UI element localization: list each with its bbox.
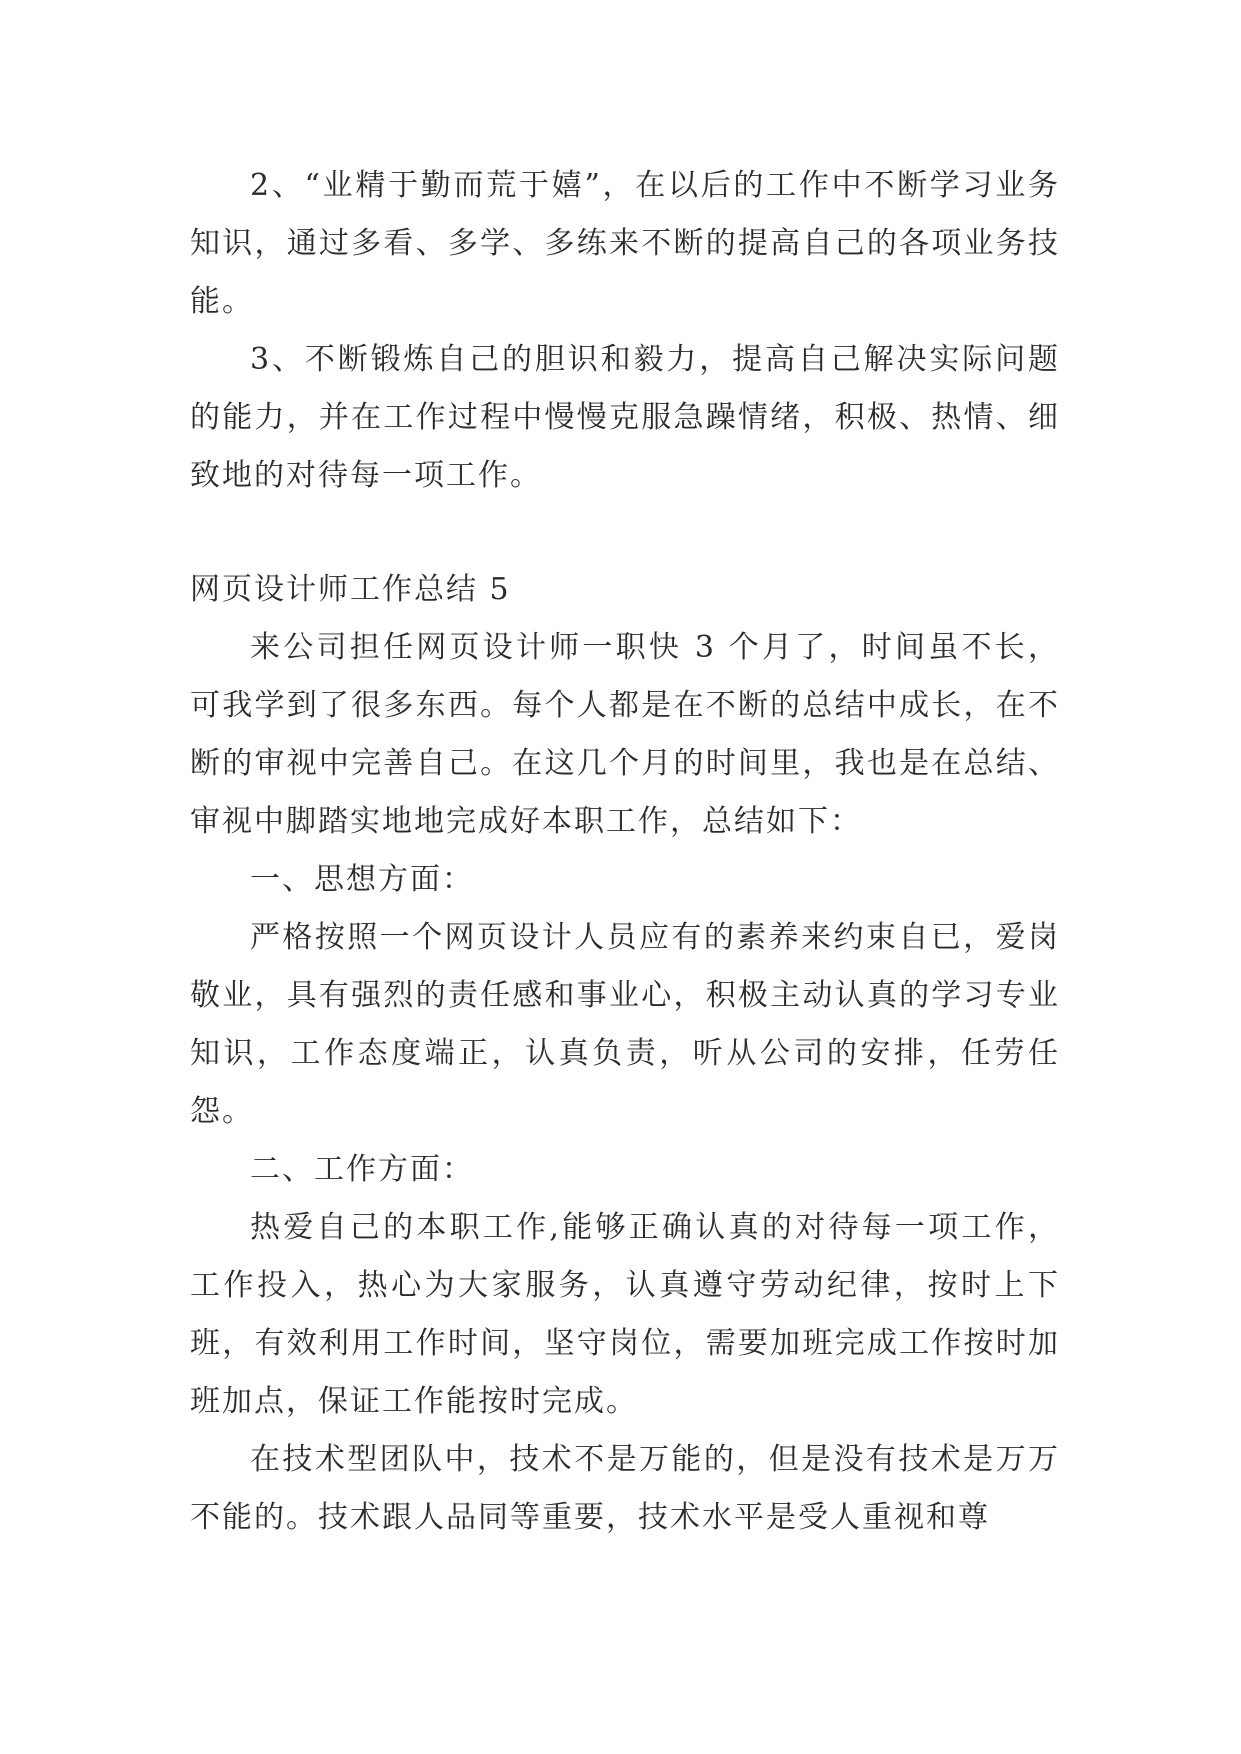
document-body — [190, 157, 1060, 1547]
paragraph-work: 热爱自己的本职工作,能够正确认真的对待每一项工作，工作投入，热心为大家服务，认真遵守劳动纪律，按时上下班，有效利用工作时间，坚守岗位，需要加班完成工作按时加班加点，保证工作能按时完成。 — [190, 1210, 1060, 1419]
paragraph-item-3: 3、不断锻炼自己的胆识和毅力，提高自己解决实际问题的能力，并在工作过程中慢慢克服急躁情绪，积极、热情、细致地的对待每一项工作。 — [190, 342, 1060, 493]
heading-work: 二、工作方面： — [250, 1152, 474, 1187]
paragraph-item-2: 2、“业精于勤而荒于嬉”，在以后的工作中不断学习业务知识，通过多看、多学、多练来不断的提高自己的各项业务技能。 — [190, 168, 1060, 319]
paragraph-intro: 来公司担任网页设计师一职快 3 个月了，时间虽不长，可我学到了很多东西。每个人都是在不断的总结中成长，在不断的审视中完善自己。在这几个月的时间里，我也是在总结、审视中脚踏实地地完成好本职工作，总结如下： — [190, 630, 1060, 839]
heading-thought: 一、思想方面： — [250, 862, 474, 897]
paragraph-tech: 在技术型团队中，技术不是万能的，但是没有技术是万万不能的。技术跟人品同等重要，技术水平是受人重视和尊 — [190, 1442, 1060, 1535]
section-title: 网页设计师工作总结 5 — [190, 572, 511, 607]
paragraph-thought: 严格按照一个网页设计人员应有的素养来约束自已，爱岗敬业，具有强烈的责任感和事业心，积极主动认真的学习专业知识，工作态度端正，认真负责，听从公司的安排，任劳任怨。 — [190, 920, 1060, 1129]
